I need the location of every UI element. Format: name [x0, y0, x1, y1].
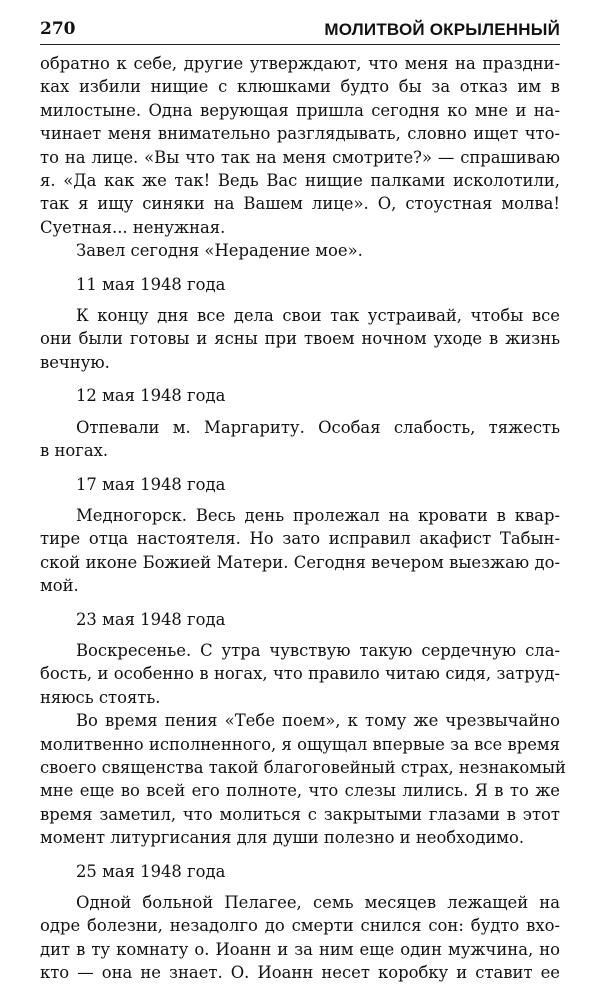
page-number: 270: [40, 19, 76, 39]
text-line: молитвенно исполненного, я ощущал впервые за все время: [40, 734, 560, 754]
text-line: милостыне. Одна верующая пришла сегодня ко мне и на-: [40, 100, 560, 120]
entry-date: 11 мая 1948 года: [76, 274, 226, 294]
text-line: няюсь стоять.: [40, 687, 161, 707]
text-line: чинает меня внимательно разглядывать, словно ищет что-: [40, 124, 560, 144]
text-line: я. «Да как же так! Ведь Вас нищие палками исколотили,: [40, 171, 560, 191]
text-line: момент литургисания для души полезно и необходимо.: [40, 828, 525, 848]
text-line: дит в ту комнату о. Иоанн и за ним еще один мужчина, но: [40, 939, 560, 959]
entry-date: 25 мая 1948 года: [76, 861, 226, 881]
text-line: К концу дня все дела свои так устраивай, чтобы все: [76, 306, 560, 326]
text-line: Суетная... ненужная.: [40, 217, 226, 237]
text-line: то на лице. «Вы что так на меня смотрите?» — спрашиваю: [40, 147, 560, 167]
text-line: тире отца настоятеля. Но зато исправил акафист Табын-: [40, 529, 560, 549]
text-line: время заметил, что молиться с закрытыми глазами в этот: [40, 804, 560, 824]
text-line: вечную.: [40, 352, 110, 372]
text-line: они были готовы и ясны при твоем ночном уходе в жизнь: [40, 329, 560, 349]
text-line: так я ищу синяки на Вашем лице». О, стоустная молва!: [40, 194, 560, 214]
running-title: МОЛИТВОЙ ОКРЫЛЕННЫЙ: [324, 20, 560, 39]
page-body: [40, 52, 566, 985]
entry-date: 12 мая 1948 года: [76, 386, 226, 406]
text-line: в ногах.: [40, 441, 109, 461]
entry-date: 23 мая 1948 года: [76, 609, 226, 629]
text-line: одре болезни, незадолго до смерти снился сон: будто вхо-: [40, 916, 560, 936]
text-line: ской иконе Божией Матери. Сегодня вечером выезжаю до-: [40, 552, 560, 572]
text-line: кто — она не знает. О. Иоанн несет коробку и ставит ее: [40, 963, 560, 983]
text-line: мне еще во всей его полноте, что слезы лились. Я в то же: [40, 781, 560, 801]
text-line: Завел сегодня «Нерадение мое».: [76, 241, 363, 261]
page-header: [40, 18, 560, 45]
text-line: Медногорск. Весь день пролежал на кровати в квар-: [76, 505, 560, 525]
text-line: Отпевали м. Маргариту. Особая слабость, тяжесть: [76, 417, 560, 437]
entry-date: 17 мая 1948 года: [76, 474, 226, 494]
text-line: ках избили нищие с клюшками будто бы за отказ им в: [40, 77, 560, 97]
text-line: Одной больной Пелагее, семь месяцев лежащей на: [76, 893, 560, 912]
text-line: Во время пения «Тебе поем», к тому же чрезвычайно: [76, 711, 560, 731]
text-line: Воскресенье. С утра чувствую такую сердечную сла-: [76, 640, 560, 660]
text-line: обратно к себе, другие утверждают, что меня на праздни-: [40, 54, 560, 73]
text-line: бость, и особенно в ногах, что правило читаю сидя, затруд-: [40, 664, 560, 684]
text-line: своего священства такой благоговейный страх, незнакомый: [40, 757, 566, 777]
text-line: мой.: [40, 576, 79, 596]
